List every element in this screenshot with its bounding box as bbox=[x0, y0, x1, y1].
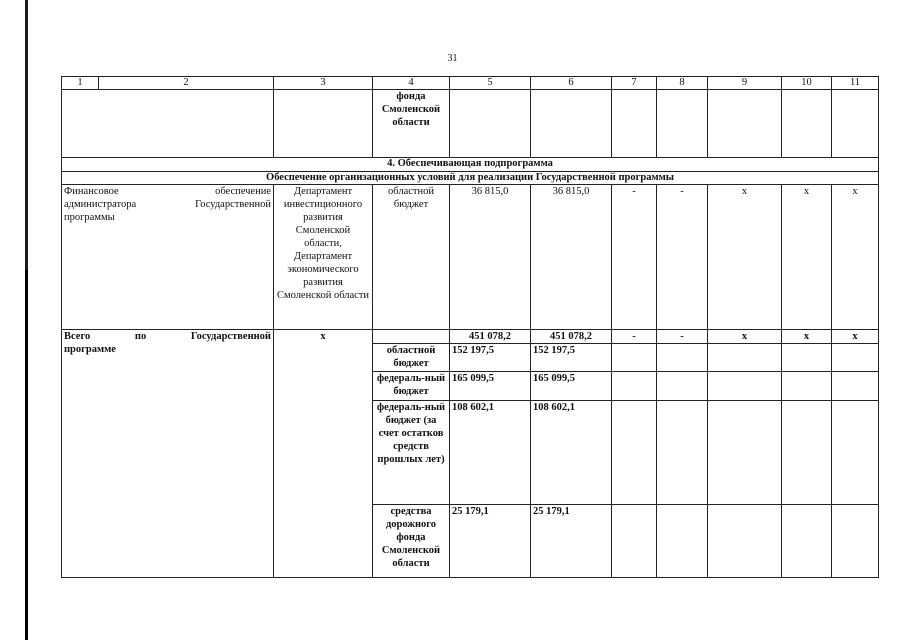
totals-name-w2: по bbox=[134, 331, 147, 342]
column-numbers-row bbox=[62, 77, 879, 90]
totals-source-total: 152 197,5 bbox=[450, 344, 531, 372]
continuation-executor-cell bbox=[274, 90, 373, 158]
col-number: 6 bbox=[531, 77, 612, 90]
totals-source-total: 108 602,1 bbox=[450, 401, 531, 505]
totals-name-w4: программе bbox=[64, 344, 116, 355]
totals-source-year1: 165 099,5 bbox=[531, 372, 612, 401]
totals-name bbox=[62, 330, 274, 578]
financing-source: областной бюджет bbox=[373, 185, 450, 330]
financing-executor: Департамент инвестиционного развития Смоленской области, Департамент экономического развития Смоленской области bbox=[274, 185, 373, 330]
col-number: 8 bbox=[657, 77, 708, 90]
continuation-source: фонда Смоленской области bbox=[373, 90, 450, 158]
totals-name-w1: Всего bbox=[64, 331, 91, 342]
col-number: 11 bbox=[832, 77, 879, 90]
col-number: 2 bbox=[99, 77, 274, 90]
page-number: 31 bbox=[447, 53, 458, 64]
financing-name-w3: администратора bbox=[64, 199, 137, 210]
col-number: 9 bbox=[708, 77, 782, 90]
totals-total: 451 078,2 bbox=[450, 330, 531, 344]
financing-year3: - bbox=[657, 185, 708, 330]
financing-year2: - bbox=[612, 185, 657, 330]
continuation-row bbox=[62, 90, 879, 158]
totals-name-w3: Государственной bbox=[190, 331, 271, 342]
totals-source-total: 165 099,5 bbox=[450, 372, 531, 401]
col-number: 10 bbox=[782, 77, 832, 90]
totals-source-year1: 108 602,1 bbox=[531, 401, 612, 505]
totals-source-total: 25 179,1 bbox=[450, 505, 531, 578]
financing-name-w4: Государственной bbox=[195, 199, 271, 210]
section-subtitle: Обеспечение организационных условий для реализации Государственной программы bbox=[62, 172, 879, 185]
continuation-name-cell bbox=[62, 90, 274, 158]
scan-left-edge-dark bbox=[25, 270, 28, 640]
totals-executor: х bbox=[274, 330, 373, 578]
totals-source-year1: 25 179,1 bbox=[531, 505, 612, 578]
financing-c9: х bbox=[708, 185, 782, 330]
section-title: 4. Обеспечивающая подпрограмма bbox=[62, 158, 879, 172]
budget-table bbox=[61, 76, 879, 578]
totals-source: средства дорожного фонда Смоленской области bbox=[373, 505, 450, 578]
financing-row bbox=[62, 185, 879, 330]
totals-source: федераль-ный бюджет (за счет остатков средств прошлых лет) bbox=[373, 401, 450, 505]
financing-c10: х bbox=[782, 185, 832, 330]
totals-c10: х bbox=[782, 330, 832, 344]
totals-source-year1: 152 197,5 bbox=[531, 344, 612, 372]
col-number: 1 bbox=[62, 77, 99, 90]
section-title-row bbox=[62, 158, 879, 172]
financing-total: 36 815,0 bbox=[450, 185, 531, 330]
totals-row bbox=[62, 330, 879, 344]
col-number: 7 bbox=[612, 77, 657, 90]
totals-year2: - bbox=[612, 330, 657, 344]
section-subtitle-row bbox=[62, 172, 879, 185]
col-number: 4 bbox=[373, 77, 450, 90]
financing-name-w1: Финансовое bbox=[64, 186, 119, 197]
totals-year1: 451 078,2 bbox=[531, 330, 612, 344]
financing-year1: 36 815,0 bbox=[531, 185, 612, 330]
col-number: 5 bbox=[450, 77, 531, 90]
financing-name bbox=[62, 185, 274, 330]
financing-name-w2: обеспечение bbox=[215, 186, 271, 197]
financing-name-w5: программы bbox=[64, 212, 115, 223]
totals-c9: х bbox=[708, 330, 782, 344]
totals-source: федераль-ный бюджет bbox=[373, 372, 450, 401]
totals-year3: - bbox=[657, 330, 708, 344]
totals-c11: х bbox=[832, 330, 879, 344]
totals-source: областной бюджет bbox=[373, 344, 450, 372]
col-number: 3 bbox=[274, 77, 373, 90]
financing-c11: х bbox=[832, 185, 879, 330]
